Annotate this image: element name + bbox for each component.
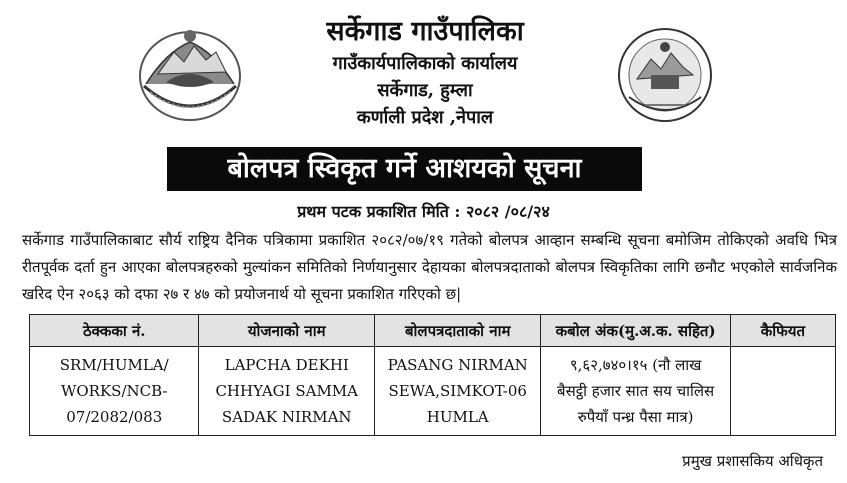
table-row	[30, 347, 836, 436]
notice-title-banner: बोलपत्र स्विकृत गर्ने आशयको सूचना	[167, 147, 642, 191]
nepal-government-emblem-icon	[136, 22, 244, 122]
cell-remarks	[730, 347, 835, 436]
municipality-title: सर्केगाड गाउँपालिका	[326, 16, 524, 47]
province-line: कर्णाली प्रदेश ,नेपाल	[356, 107, 494, 128]
header-remarks: कैफियत	[730, 315, 835, 347]
office-name: गाउँकार्यपालिकाको कार्यालय	[332, 53, 518, 74]
header-project-name: योजनाको नाम	[199, 315, 375, 347]
cell-project-name: LAPCHA DEKHI CHHYAGI SAMMA SADAK NIRMAN	[199, 347, 375, 436]
table-header-row	[30, 315, 836, 347]
cell-bidder-name: PASANG NIRMAN SEWA,SIMKOT-06 HUMLA	[374, 347, 540, 436]
signatory-title: प्रमुख प्रशासकिय अधिकृत	[682, 452, 823, 470]
cell-bid-amount: ९,६२,७४०।१५ (नौ लाख बैसट्ठी हजार सात सय चालिस रुपैयाँ पन्ध्र पैसा मात्र)	[541, 347, 730, 436]
header-contract-no: ठेक्कका नं.	[30, 315, 199, 347]
letterhead	[250, 14, 600, 131]
notice-body: सर्केगाड गाउँपालिकाबाट सौर्य राष्ट्रिय दैनिक पत्रिकामा प्रकाशित २०८२/०७/१९ गतेको बोलपत्र आव्हान सम्बन्धि सूचना बमोजिम तोकिएको अवधि भित्र रीतपूर्वक दर्ता हुन आएका बोलपत्रहरुको मुल्यांकन समितिको निर्णयानुसार देहायका बोलपत्रदाताको बोलपत्र स्विकृतिका लागि छनौट भएकोले सार्वजनिक खरिद ऐन २०६३ को दफा २७ र ४७ को प्रयोजनार्थ यो सूचना प्रकाशित गरिएको छ|	[22, 231, 837, 303]
header-bidder-name: बोलपत्रदाताको नाम	[374, 315, 540, 347]
header-bid-amount: कबोल अंक(मु.अ.क. सहित)	[541, 315, 730, 347]
bid-table	[29, 314, 836, 436]
cell-contract-no: SRM/HUMLA/ WORKS/NCB- 07/2082/083	[30, 347, 199, 436]
publication-date: प्रथम पटक प्रकाशित मिति : २०८२ /०८/२४	[297, 202, 550, 221]
office-address: सर्केगाड, हुम्ला	[377, 80, 473, 101]
sarkegad-municipality-logo-icon	[615, 25, 715, 125]
